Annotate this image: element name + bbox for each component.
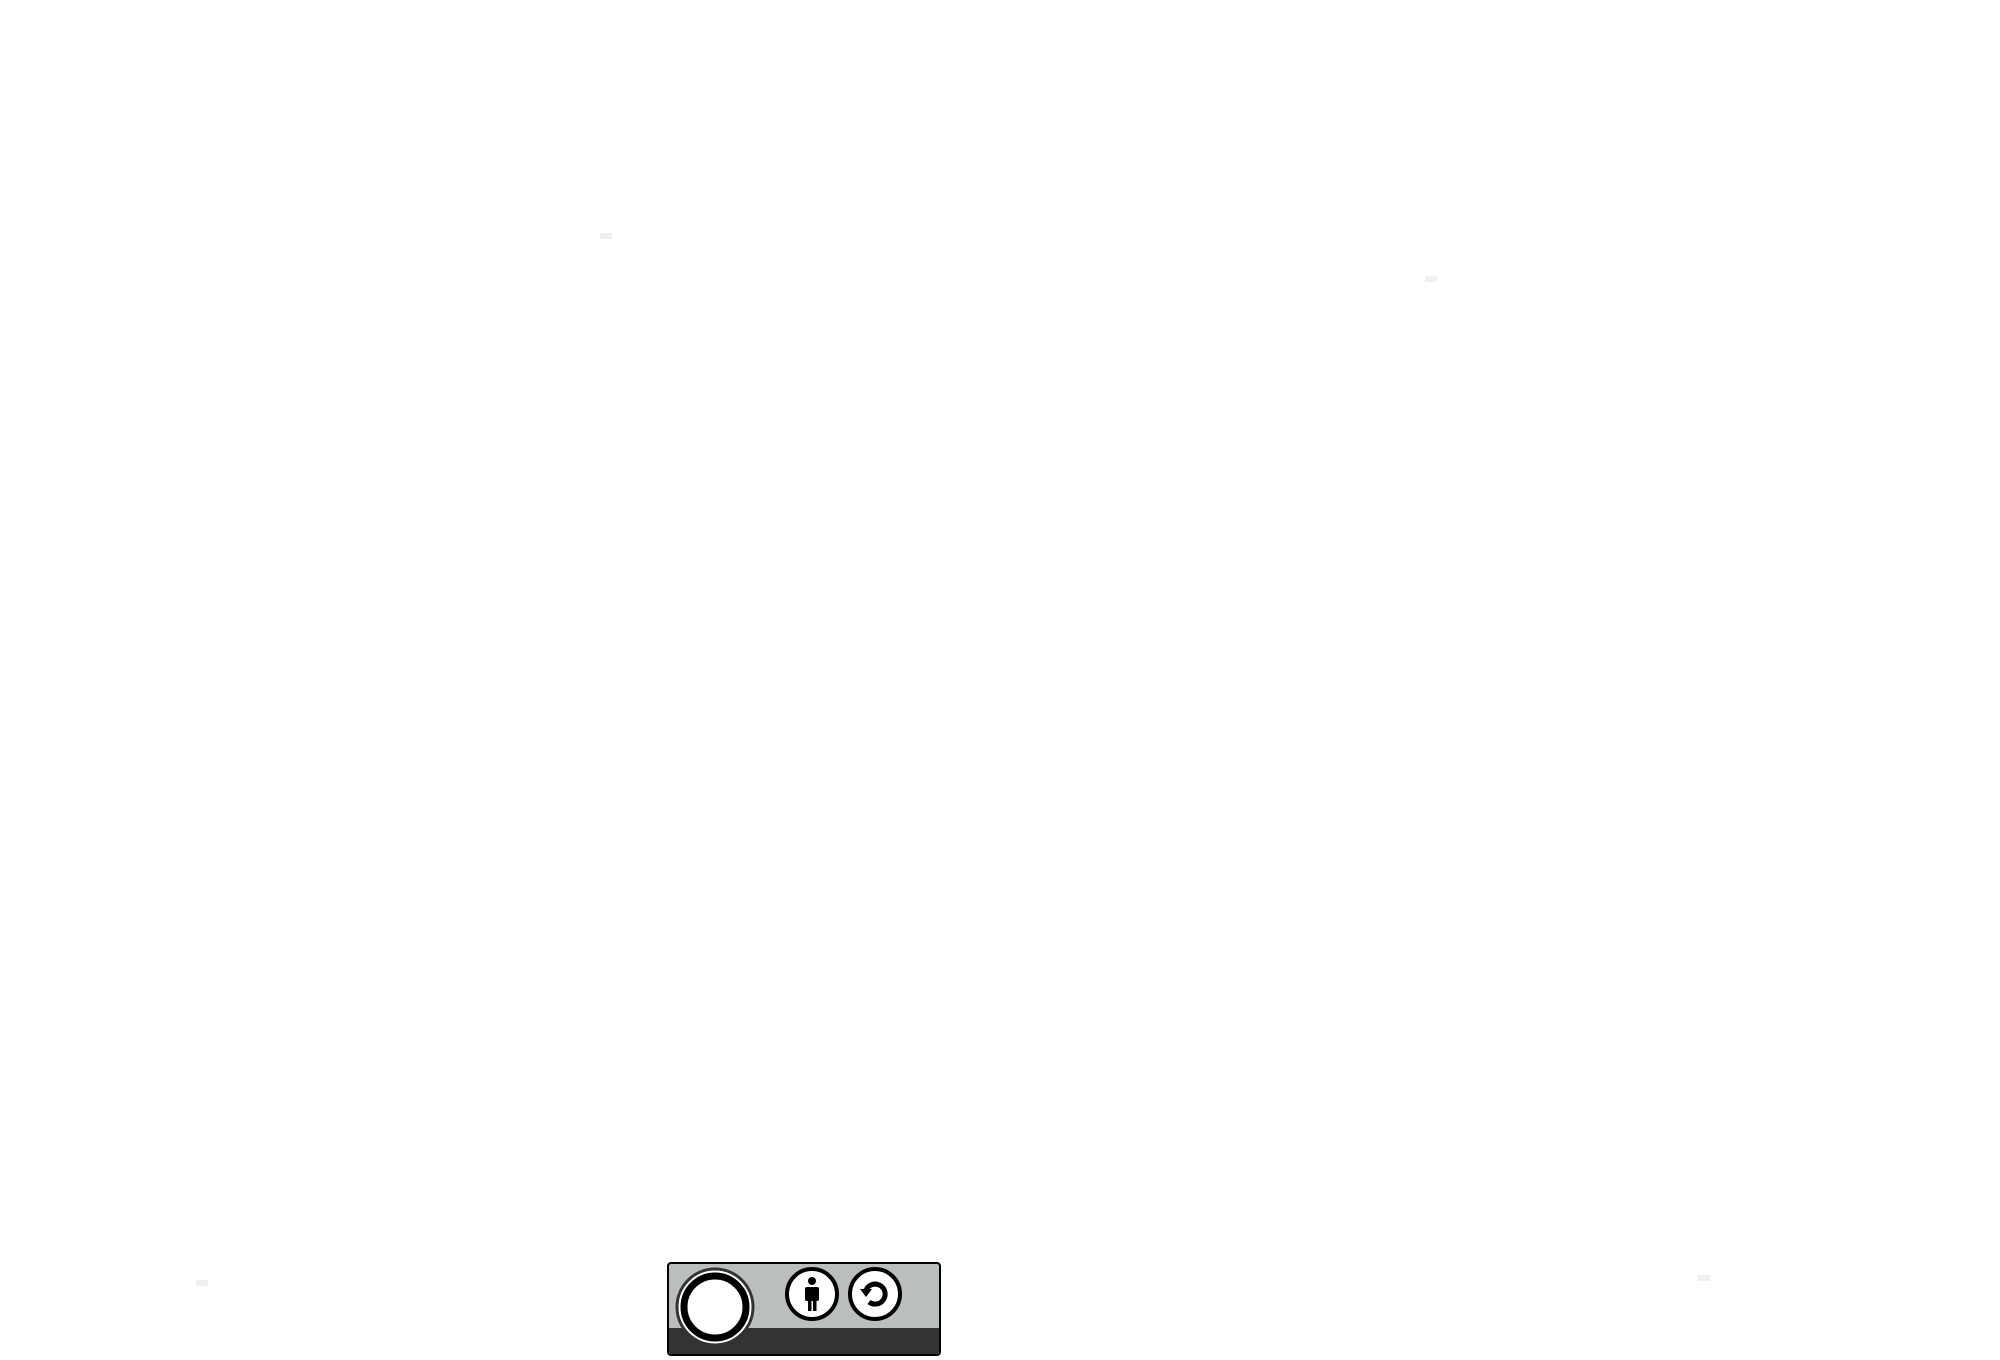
reference-heights-box [196, 1280, 208, 1286]
depol-calibration-box [1425, 276, 1437, 282]
lidar-ratio-info-box [600, 233, 612, 239]
cc-license-badge [667, 1262, 941, 1356]
wv-calibration-box [1698, 1275, 1710, 1281]
share-alike-icon [850, 1269, 900, 1319]
cc-icon [677, 1269, 753, 1345]
person-icon [787, 1269, 837, 1319]
